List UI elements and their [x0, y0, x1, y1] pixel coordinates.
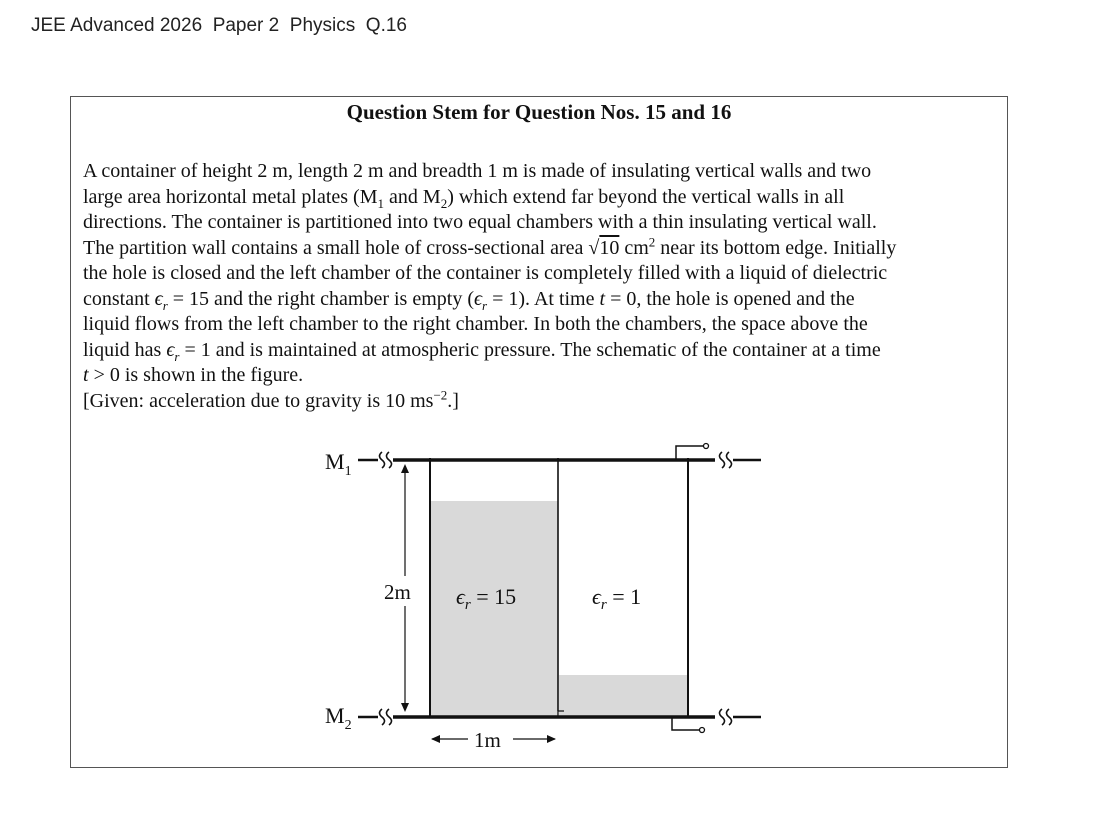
stem-line: A container of height 2 m, length 2 m and breadth 1 m is made of insulating vertical walls and two [83, 160, 872, 182]
page-header: JEE Advanced 2026 Paper 2 Physics Q.16 [31, 15, 408, 36]
right-chamber-liquid [559, 675, 688, 717]
stem-line: The partition wall contains a small hole of cross-sectional area √10 $cm^2$ near its bottom edge. Initially [83, 233, 897, 259]
plate-m1 [358, 452, 761, 468]
left-chamber-liquid [430, 501, 558, 717]
stem-line: the hole is closed and the left chamber of the container is completely filled with a liquid of dielectric [83, 262, 888, 284]
left-chamber-label: $\epsilon_r = 15$ [456, 584, 517, 613]
m2-terminal [672, 717, 700, 730]
stem-line: [Given: acceleration due to gravity is 10 $ms^{-2}$.] [83, 386, 459, 412]
stem-line: liquid has $\epsilon_r = 1$ and is maintained at atmospheric pressure. The schematic of the container at a time [83, 338, 881, 364]
plate-m1-label: $M_1$ [325, 449, 352, 479]
stem-line: constant $\epsilon_r = 15$ and the right chamber is empty $(\epsilon_r = 1)$. At time t = 0, the hole is opened and the [83, 287, 855, 313]
plate-m2-label: $M_2$ [325, 703, 352, 733]
width-label: 1m [474, 728, 501, 752]
stem-title: Question Stem for Question Nos. 15 and 16 [346, 100, 732, 124]
right-chamber-label: $\epsilon_r = 1$ [592, 584, 642, 613]
stem-line: liquid flows from the left chamber to the right chamber. In both the chambers, the space above the [83, 313, 868, 335]
height-label: 2m [384, 580, 411, 604]
m2-terminal-node [700, 728, 705, 733]
stem-line: t > 0 is shown in the figure. [83, 364, 304, 386]
stem-line: large area horizontal metal plates ($M_1$ and $M_2$) which extend far beyond the vertical walls in all [83, 185, 845, 211]
m1-terminal-node [704, 444, 709, 449]
stem-line: directions. The container is partitioned into two equal chambers with a thin insulating vertical wall. [83, 211, 877, 233]
m1-terminal [676, 446, 704, 460]
